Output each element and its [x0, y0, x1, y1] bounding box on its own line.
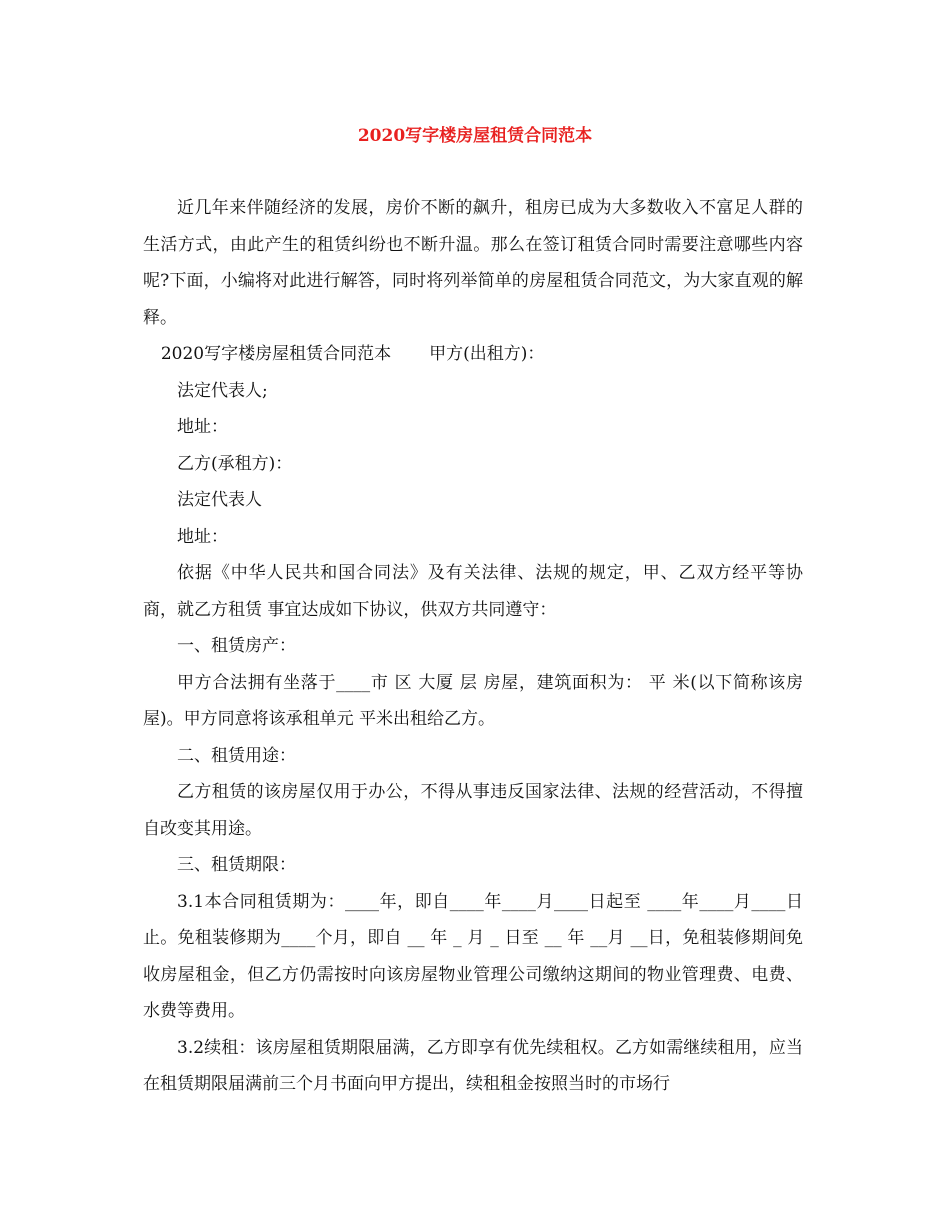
basis-paragraph: 依据《中华人民共和国合同法》及有关法律、法规的规定，甲、乙双方经平等协商，就乙方租赁 事宜达成如下协议，供双方共同遵守：: [143, 563, 803, 620]
section-2-text: 乙方租赁的该房屋仅用于办公，不得从事违反国家法律、法规的经营活动，不得擅自改变其用途。: [143, 782, 803, 839]
party-b: 乙方(承租方)：: [177, 453, 293, 474]
document-body: [143, 190, 803, 1103]
document-title: 2020写字楼房屋租赁合同范本: [357, 126, 593, 146]
heading-line-left: 2020写字楼房屋租赁合同范本: [160, 344, 392, 364]
heading-line-right: 甲方(出租方)：: [429, 344, 545, 364]
intro-paragraph: 近几年来伴随经济的发展，房价不断的飙升，租房已成为大多数收入不富足人群的生活方式，由此产生的租赁纠纷也不断升温。那么在签订租赁合同时需要注意哪些内容呢?下面，小编将对此进行解答，同时将列举简单的房屋租赁合同范文，为大家直观的解释。: [143, 198, 803, 328]
section-1-title: 一、租赁房产：: [177, 636, 296, 656]
section-1-text: 甲方合法拥有坐落于____市 区 大厦 层 房屋，建筑面积为： 平 米(以下简称该房屋)。甲方同意将该承租单元 平米出租给乙方。: [143, 672, 803, 729]
party-a-representative: 法定代表人;: [177, 380, 268, 401]
section-3-title: 三、租赁期限：: [177, 855, 296, 875]
clause-3-2: 3.2续租：该房屋租赁期限届满，乙方即享有优先续租权。乙方如需继续租用，应当在租赁期限届满前三个月书面向甲方提出，续租租金按照当时的市场行: [143, 1037, 803, 1094]
clause-3-1: 3.1本合同租赁期为：____年，即自____年____月____日起至 ____年____月____日止。免租装修期为____个月，即自 __ 年 _ 月 _ 日至 __ 年 __月 __日，免租装修期间免收房屋租金，但乙方仍需按时向该房屋物业管理公司缴纳这期间的物业管理费、电费、水费等费用。: [143, 891, 803, 1021]
party-a-address: 地址：: [177, 417, 228, 437]
party-b-address: 地址：: [177, 526, 228, 547]
section-2-title: 二、租赁用途：: [177, 745, 296, 766]
heading-line: [143, 336, 803, 373]
party-b-representative: 法定代表人: [177, 490, 262, 510]
